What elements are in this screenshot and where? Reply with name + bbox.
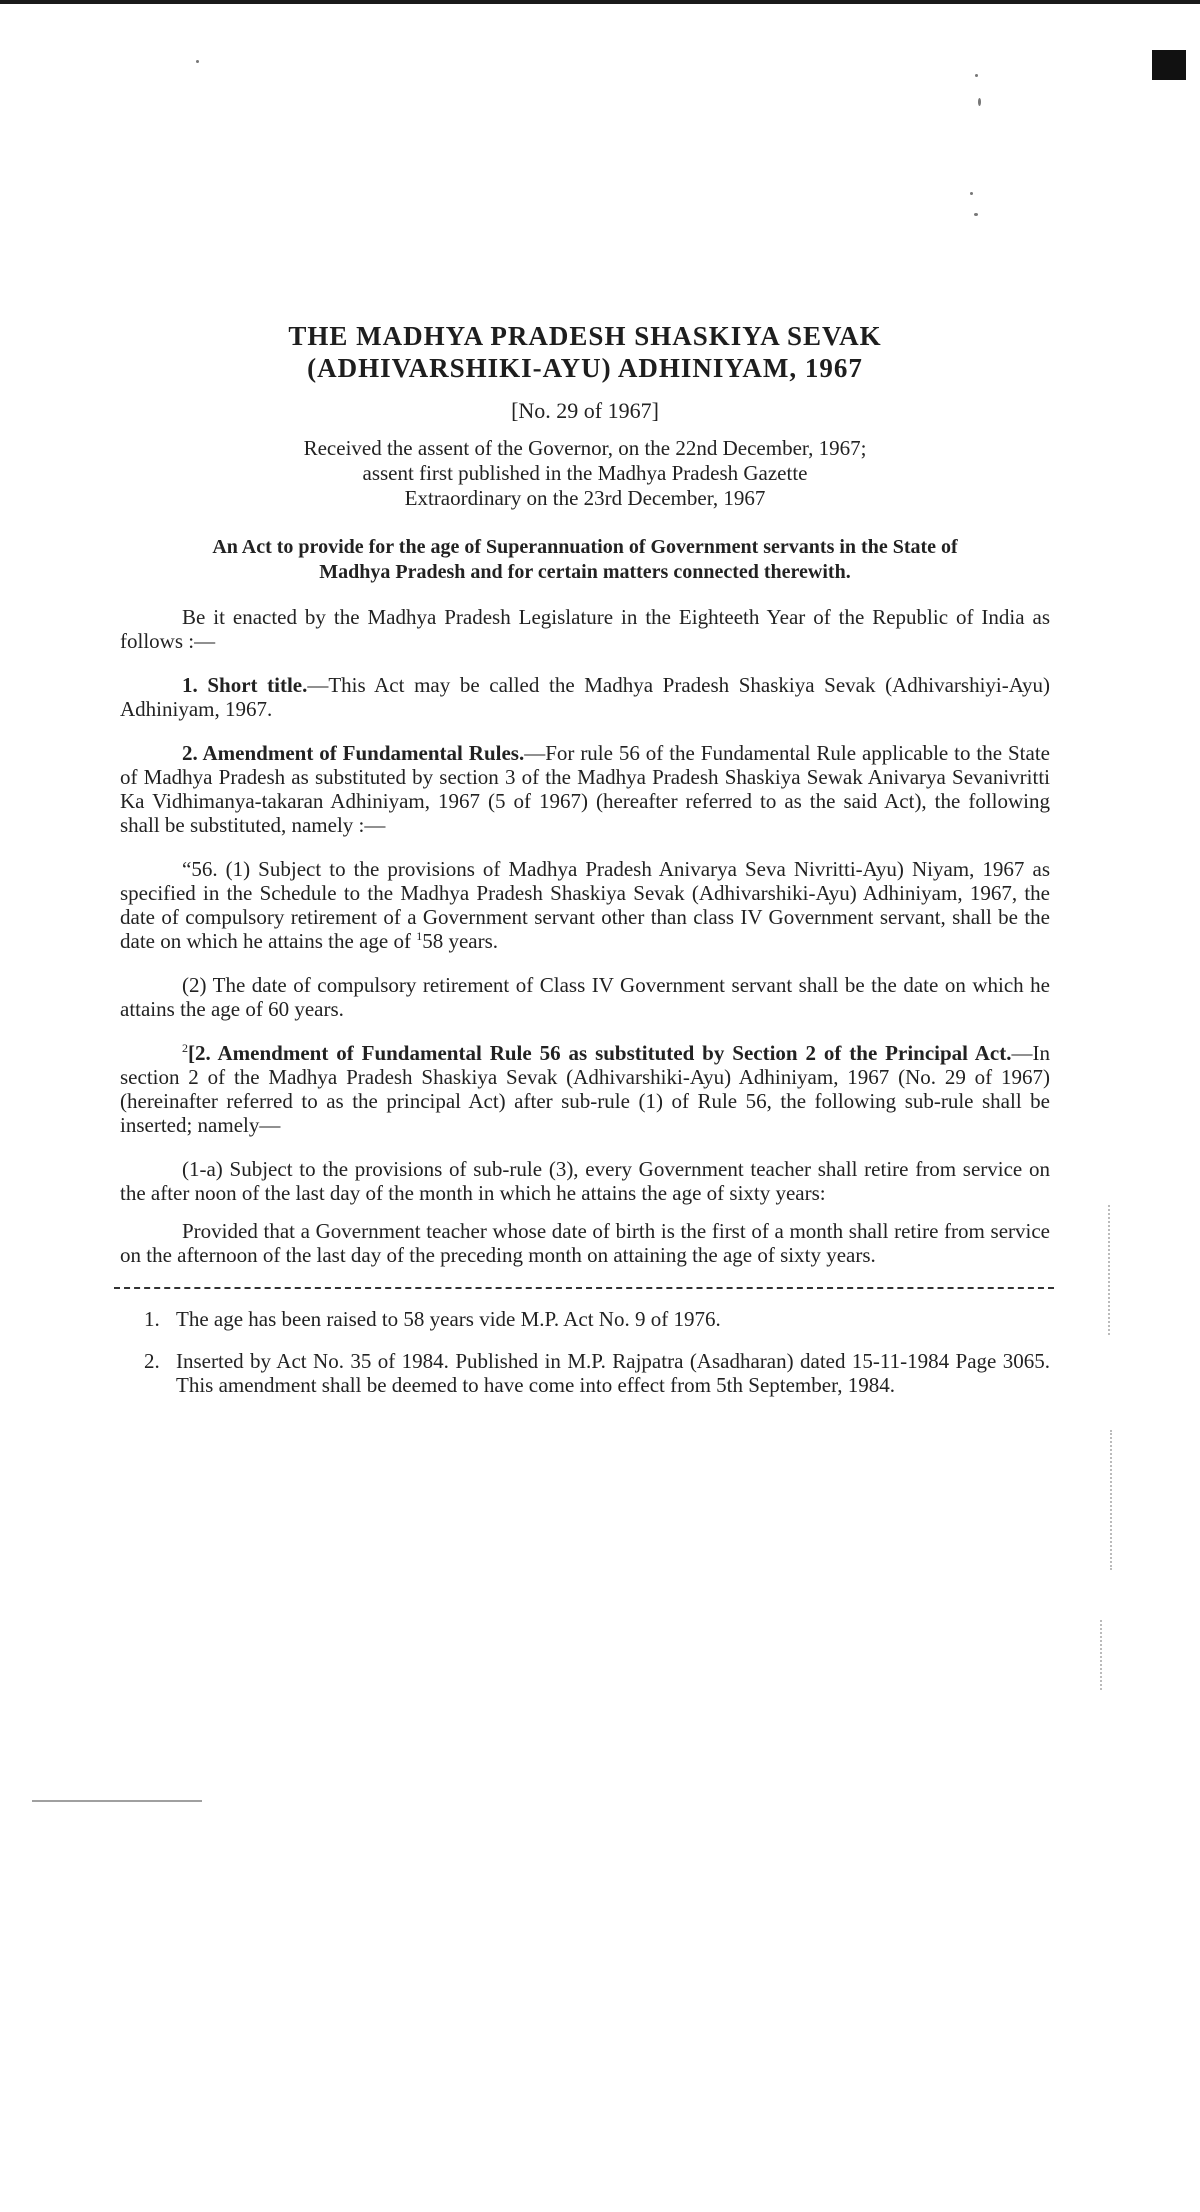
scan-edge-noise [1110,1430,1115,1570]
page-top-border [0,0,1200,4]
long-title: An Act to provide for the age of Superannuation of Government servants in the State of Madhya Pradesh and for certain matters connected therewith. [212,536,958,583]
scan-speck [970,192,973,195]
assent-note [120,436,1050,511]
section-2-text: —For rule 56 of the Fundamental Rule applicable to the State of Madhya Pradesh as substituted by section 3 of the Madhya Pradesh Shaskiya Sewak Anivarya Sevanivritti Ka Vidhimanya-takaran Adhiniyam, 1967 (5 of 1967) (hereafter referred to as the said Act), the following shall be substituted, namely :— [120,741,1050,837]
section-2-heading: 2. Amendment of Fundamental Rules. [182,741,525,765]
section-1-heading: 1. Short title. [182,673,308,697]
scan-speck [196,60,199,63]
inserted-section-2 [120,1041,1050,1137]
footnote-text: Inserted by Act No. 35 of 1984. Published in M.P. Rajpatra (Asadharan) dated 15-11-1984 Page 3065. This amendment shall be deemed to have come into effect from 5th September, 1984. [176,1349,1050,1397]
footnote-text: The age has been raised to 58 years vide M.P. Act No. 9 of 1976. [176,1307,721,1331]
assent-line-1: Received the assent of the Governor, on the 22nd December, 1967; [303,436,867,460]
inserted-section-heading: [2. Amendment of Fundamental Rule 56 as substituted by Section 2 of the Principal Act. [188,1041,1012,1065]
section-1-text: —This Act may be called the Madhya Pradesh Shaskiya Sevak (Adhivarshiyi-Ayu) Adhiniyam, 1967. [120,673,1050,721]
rule-56-1-age: 58 years. [422,929,499,953]
act-number: [No. 29 of 1967] [511,398,659,423]
rule-56-1-text: “56. (1) Subject to the provisions of Madhya Pradesh Anivarya Seva Nivritti-Ayu) Niyam, 1967 as specified in the Schedule to the Madhya Pradesh Shaskiya Sevak (Adhivarshiki-Ayu) Adhiniyam, 1967, the date of compulsory retirement of a Government servant other than class IV Government servant, shall be the date on which he attains the age of [120,857,1050,953]
rule-56-1a: (1-a) Subject to the provisions of sub-rule (3), every Government teacher shall retire from service on the after noon of the last day of the month in which he attains the age of sixty years: [120,1157,1050,1205]
scan-registration-mark [1152,50,1186,80]
proviso: Provided that a Government teacher whose date of birth is the first of a month shall retire from service on the afternoon of the last day of the preceding month on attaining the age of sixty years. [120,1219,1050,1267]
rule-56-2: (2) The date of compulsory retirement of Class IV Government servant shall be the date on which he attains the age of 60 years. [120,973,1050,1021]
footnote-ref-1: 1 [416,929,423,943]
footnote-number: 2. [144,1349,160,1373]
footnote-ref-2: 2 [182,1041,188,1055]
scan-speck [975,74,978,77]
scan-speck [978,98,981,106]
scan-stray-line [32,1800,202,1802]
scan-edge-noise [1100,1620,1105,1690]
footnote-1 [120,1307,1050,1331]
section-2 [120,741,1050,837]
footnote-number: 1. [144,1307,160,1331]
act-title-line-2: (ADHIVARSHIKI-AYU) ADHINIYAM, 1967 [307,353,863,383]
footnote-separator [114,1287,1054,1289]
assent-line-2: assent first published in the Madhya Pradesh Gazette [362,461,808,485]
act-document [120,320,1050,1397]
act-title-line-1: THE MADHYA PRADESH SHASKIYA SEVAK [288,321,882,351]
assent-line-3: Extraordinary on the 23rd December, 1967 [404,486,766,510]
enacting-clause: Be it enacted by the Madhya Pradesh Legislature in the Eighteeth Year of the Republic of India as follows :— [120,605,1050,653]
act-title [120,320,1050,384]
scan-speck [974,213,978,216]
scan-edge-noise [1108,1205,1113,1335]
inserted-section-text: —In section 2 of the Madhya Pradesh Shaskiya Sevak (Adhivarshiki-Ayu) Adhiniyam, 1967 (No. 29 of 1967) (hereinafter referred to as the principal Act) after sub-rule (1) of Rule 56, the following sub-rule shall be inserted; namely— [120,1041,1050,1137]
rule-56-1 [120,857,1050,953]
footnote-2 [120,1349,1050,1397]
section-1 [120,673,1050,721]
